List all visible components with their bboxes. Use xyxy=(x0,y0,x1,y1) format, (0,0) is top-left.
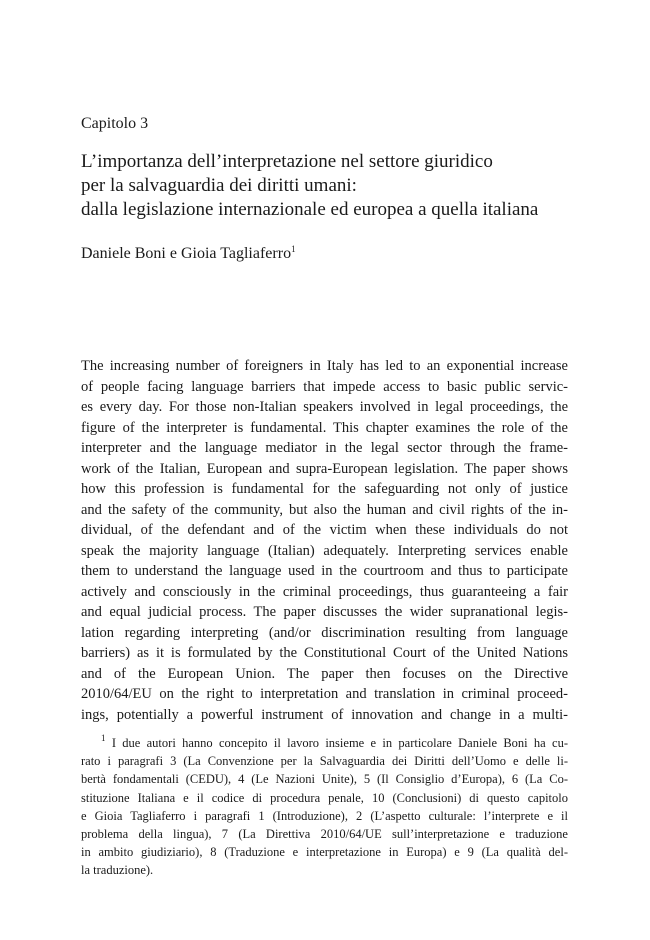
footnote-line: problema della lingua), 7 (La Direttiva 2010/64/UE sull’interpretazione e traduzione xyxy=(81,827,568,842)
abstract-line: them to understand the language used in the courtroom and thus to participate xyxy=(81,563,568,579)
footnote-line: bertà fondamentali (CEDU), 4 (Le Nazioni Unite), 5 (Il Consiglio d’Europa), 6 (La Co- xyxy=(81,772,568,787)
abstract-line: how this profession is fundamental for the safeguarding not only of justice xyxy=(81,481,568,497)
footnote-marker: 1 xyxy=(101,734,106,743)
chapter-authors xyxy=(81,244,296,264)
abstract-line: and equal judicial process. The paper discusses the wider supranational legis- xyxy=(81,604,568,620)
abstract-line: interpreter and the language mediator in the legal sector through the frame- xyxy=(81,440,568,456)
abstract-line: and the safety of the community, but also the human and civil rights of the in- xyxy=(81,501,568,518)
footnote-line: rato i paragrafi 3 (La Convenzione per la Salvaguardia dei Diritti dell’Uomo e delle li- xyxy=(81,754,568,769)
footnote-line: la traduzione). xyxy=(81,863,154,878)
authors-names: Daniele Boni e Gioia Tagliaferro xyxy=(81,245,292,262)
footnote-line xyxy=(81,734,568,752)
chapter-title-line: per la salvaguardia dei diritti umani: xyxy=(81,175,357,196)
abstract-line: lation regarding interpreting (and/or discrimination resulting from language xyxy=(81,624,568,641)
abstract-paragraph xyxy=(81,356,568,725)
abstract-line: work of the Italian, European and supra-European legislation. The paper shows xyxy=(81,460,568,477)
abstract-line: speak the majority language (Italian) adequately. Interpreting services enable xyxy=(81,542,568,559)
chapter-title-line: dalla legislazione internazionale ed europea a quella italiana xyxy=(81,199,539,220)
footnote-line: e Gioia Tagliaferro i paragrafi 1 (Introduzione), 2 (L’aspetto culturale: l’interprete e il xyxy=(81,808,568,823)
chapter-title xyxy=(81,150,568,222)
abstract-line: dividual, of the defendant and of the victim when these individuals do not xyxy=(81,522,568,538)
footnote-line-text: I due autori hanno concepito il lavoro insieme e in particolare Daniele Boni ha cu- xyxy=(111,736,568,750)
footnote xyxy=(81,734,568,880)
abstract-line: 2010/64/EU on the right to interpretation and translation in criminal proceed- xyxy=(81,686,568,702)
abstract-line: of people facing language barriers that impede access to basic public servic- xyxy=(81,378,568,395)
abstract-line: actively and consciously in the criminal proceedings, thus guaranteeing a fair xyxy=(81,583,568,600)
abstract-line: The increasing number of foreigners in Italy has led to an exponential increase xyxy=(81,358,568,374)
chapter-title-line: L’importanza dell’interpretazione nel settore giuridico xyxy=(81,151,493,172)
footnote-line: stituzione Italiana e il codice di procedura penale, 10 (Conclusioni) di questo capitolo xyxy=(81,790,568,805)
abstract-line: ings, potentially a powerful instrument of innovation and change in a multi- xyxy=(81,706,568,723)
chapter-label: Capitolo 3 xyxy=(81,115,149,132)
abstract-line: figure of the interpreter is fundamental. This chapter examines the role of the xyxy=(81,419,568,436)
book-page xyxy=(81,0,568,940)
footnote-line: in ambito giudiziario), 8 (Traduzione e interpretazione in Europa) e 9 (La qualità del- xyxy=(81,845,568,860)
abstract-line: and of the European Union. The paper then focuses on the Directive xyxy=(81,665,568,682)
abstract-line: es every day. For those non-Italian speakers involved in legal proceedings, the xyxy=(81,399,568,415)
authors-footnote-ref[interactable]: 1 xyxy=(291,244,296,254)
abstract-line: barriers) as it is formulated by the Constitutional Court of the United Nations xyxy=(81,645,568,661)
